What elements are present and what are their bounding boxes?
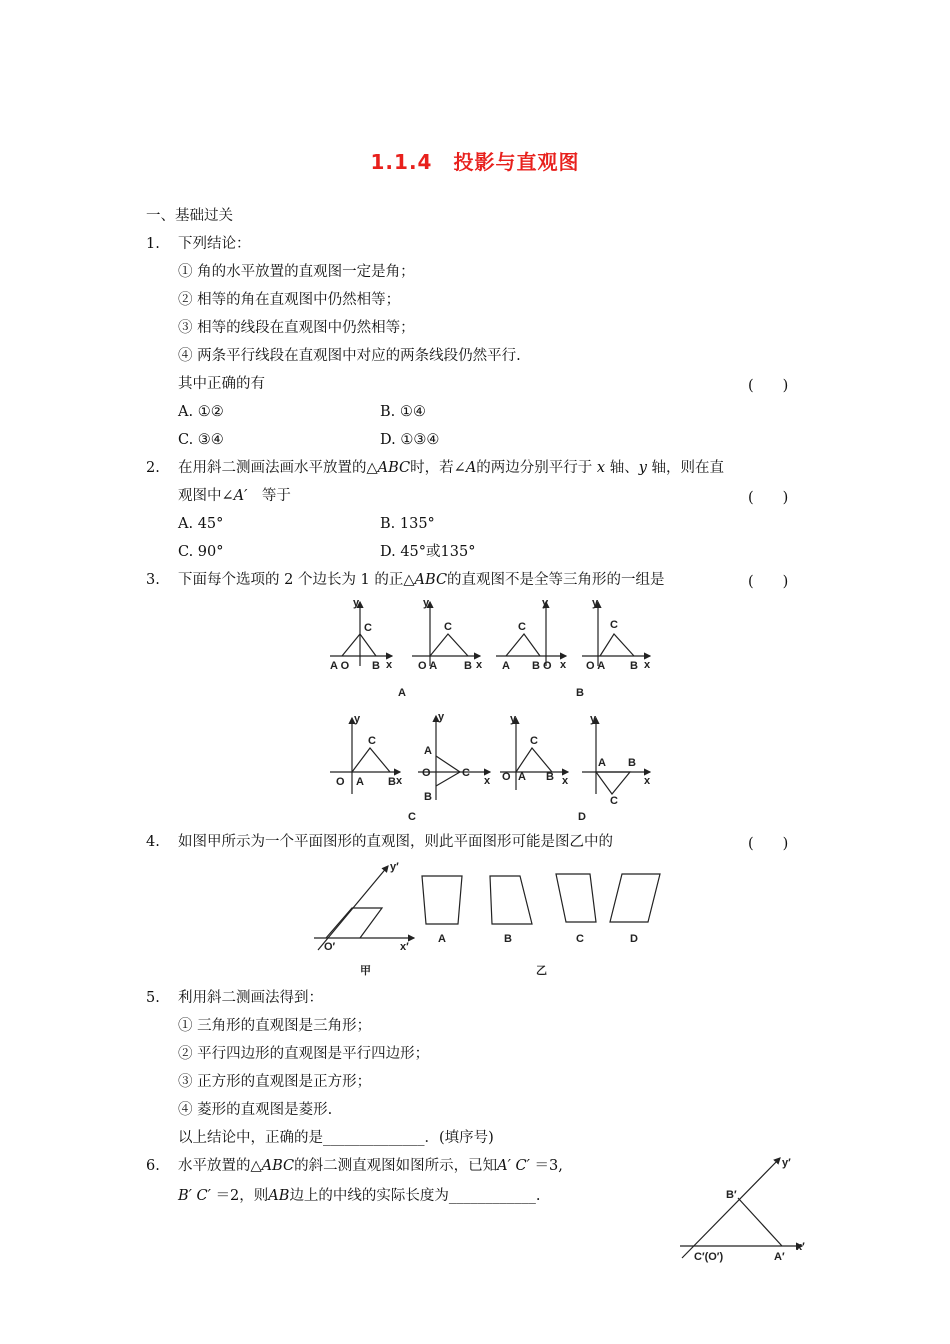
svg-text:O A: O A — [586, 660, 606, 672]
svg-text:y: y — [438, 711, 445, 723]
svg-text:B′: B′ — [726, 1189, 737, 1201]
svg-text:O: O — [422, 767, 431, 779]
q3-a-figure-2 — [412, 602, 480, 666]
svg-text:A′: A′ — [774, 1251, 785, 1263]
q5-item-4: ④ 菱形的直观图是菱形. — [178, 1102, 333, 1118]
svg-text:B: B — [504, 933, 512, 945]
page-title: 1.1.4 投影与直观图 — [370, 150, 580, 174]
q2-answer-paren: ( ) — [748, 490, 789, 506]
svg-text:x: x — [560, 659, 567, 671]
svg-text:O′: O′ — [324, 941, 336, 953]
q3-c-figure-2 — [418, 716, 490, 800]
svg-text:O: O — [502, 771, 511, 783]
svg-text:B O: B O — [532, 660, 552, 672]
svg-text:A: A — [356, 776, 364, 788]
svg-text:y: y — [592, 597, 599, 609]
q1-item-3: ③ 相等的线段在直观图中仍然相等； — [178, 320, 415, 336]
svg-text:x′: x′ — [796, 1241, 805, 1253]
svg-text:B: B — [372, 660, 380, 672]
svg-text:C: C — [364, 622, 372, 634]
q1-option-c: C. ③④ — [178, 432, 224, 448]
q6-number: 6. — [146, 1158, 160, 1174]
q3-caption-d: D — [578, 811, 586, 823]
q2-option-d: D. 45°或135° — [380, 544, 476, 560]
q4-jia-shape — [326, 908, 382, 938]
q5-item-3: ③ 正方形的直观图是正方形； — [178, 1074, 372, 1090]
q4-choice-b-shape — [490, 876, 532, 924]
q3-stem: 下面每个选项的 2 个边长为 1 的正△ABC的直观图不是全等三角形的一组是 — [178, 572, 665, 588]
svg-text:O A: O A — [418, 660, 438, 672]
q4-number: 4. — [146, 834, 160, 850]
q1-number: 1. — [146, 236, 160, 252]
svg-text:y′: y′ — [782, 1157, 791, 1169]
svg-text:y: y — [423, 597, 430, 609]
q1-item-2: ② 相等的角在直观图中仍然相等； — [178, 292, 401, 308]
svg-text:A: A — [518, 771, 526, 783]
q4-choice-a-shape — [422, 876, 462, 924]
svg-text:B: B — [464, 660, 472, 672]
section-heading: 一、基础过关 — [146, 208, 233, 224]
q6-line-1: 水平放置的△ABC的斜二测直观图如图所示，已知A′ C′ ＝3, — [178, 1158, 563, 1174]
svg-text:O: O — [336, 776, 345, 788]
q3-d-figure-2 — [582, 718, 650, 794]
svg-text:y: y — [354, 713, 361, 725]
svg-text:x: x — [396, 775, 403, 787]
svg-text:B: B — [546, 771, 554, 783]
svg-text:A O: A O — [330, 660, 350, 672]
q5-item-1: ① 三角形的直观图是三角形； — [178, 1018, 372, 1034]
svg-text:x: x — [562, 775, 569, 787]
q2-option-b: B. 135° — [380, 516, 435, 532]
q4-answer-paren: ( ) — [748, 836, 789, 852]
q3-a-figure-1 — [330, 602, 392, 666]
q5-number: 5. — [146, 990, 160, 1006]
q5-ask: 以上结论中，正确的是______________．(填序号) — [178, 1130, 494, 1146]
svg-text:x: x — [386, 659, 393, 671]
svg-text:B: B — [630, 660, 638, 672]
svg-text:乙: 乙 — [536, 965, 547, 977]
q2-number: 2. — [146, 460, 160, 476]
q1-item-4: ④ 两条平行线段在直观图中对应的两条线段仍然平行. — [178, 348, 521, 364]
q3-figures — [320, 594, 660, 828]
svg-text:C: C — [368, 735, 376, 747]
svg-text:C: C — [610, 619, 618, 631]
q4-choice-d-shape — [610, 874, 660, 922]
svg-text:x: x — [644, 659, 651, 671]
q1-answer-paren: ( ) — [748, 378, 789, 394]
svg-text:C′(O′): C′(O′) — [694, 1251, 724, 1263]
q3-caption-b: B — [576, 687, 584, 699]
svg-text:C: C — [462, 767, 470, 779]
q3-number: 3. — [146, 572, 160, 588]
svg-text:y: y — [510, 713, 517, 725]
svg-text:x: x — [476, 659, 483, 671]
svg-text:y′: y′ — [390, 861, 399, 873]
svg-text:C: C — [530, 735, 538, 747]
svg-text:A: A — [424, 745, 432, 757]
q2-option-a: A. 45° — [178, 516, 224, 532]
q1-option-a: A. ①② — [178, 404, 224, 420]
svg-text:A: A — [598, 757, 606, 769]
q6-line-2: B′ C′ ＝2，则AB边上的中线的实际长度为____________. — [178, 1188, 541, 1204]
q3-b-figure-2 — [582, 602, 650, 666]
svg-text:D: D — [630, 933, 638, 945]
svg-text:y: y — [353, 597, 360, 609]
q3-caption-a: A — [398, 687, 406, 699]
q3-b-figure-1 — [496, 602, 566, 666]
svg-text:C: C — [576, 933, 584, 945]
q3-caption-c: C — [408, 811, 416, 823]
svg-text:C: C — [444, 621, 452, 633]
svg-text:B: B — [388, 776, 396, 788]
q2-option-c: C. 90° — [178, 544, 224, 560]
svg-text:甲: 甲 — [360, 965, 371, 977]
svg-text:y: y — [590, 713, 597, 725]
q1-option-d: D. ①③④ — [380, 432, 440, 448]
svg-text:C: C — [610, 795, 618, 807]
svg-text:B: B — [628, 757, 636, 769]
svg-text:C: C — [518, 621, 526, 633]
q4-figures — [310, 856, 680, 980]
q6-side-ab — [738, 1198, 782, 1246]
q6-y-axis — [682, 1158, 780, 1258]
q5-stem: 利用斜二测画法得到： — [178, 990, 323, 1006]
svg-text:x′: x′ — [400, 941, 409, 953]
q2-line-2: 观图中∠A′ 等于 — [178, 488, 291, 504]
q3-answer-paren: ( ) — [748, 574, 789, 590]
q4-choice-c-shape — [556, 874, 596, 922]
q1-item-1: ① 角的水平放置的直观图一定是角； — [178, 264, 415, 280]
svg-text:y: y — [542, 597, 549, 609]
q5-item-2: ② 平行四边形的直观图是平行四边形； — [178, 1046, 430, 1062]
svg-text:A: A — [502, 660, 510, 672]
svg-text:x: x — [484, 775, 491, 787]
svg-text:A: A — [438, 933, 446, 945]
q2-line-1: 在用斜二测画法画水平放置的△ABC时，若∠A的两边分别平行于 x 轴、y 轴，则在直 — [178, 460, 725, 476]
q4-stem: 如图甲所示为一个平面图形的直观图，则此平面图形可能是图乙中的 — [178, 834, 613, 850]
q1-option-b: B. ①④ — [380, 404, 426, 420]
q6-figure — [676, 1150, 812, 1264]
svg-text:B: B — [424, 791, 432, 803]
q1-stem: 下列结论： — [178, 236, 251, 252]
svg-text:x: x — [644, 775, 651, 787]
q1-ask: 其中正确的有 — [178, 376, 265, 392]
